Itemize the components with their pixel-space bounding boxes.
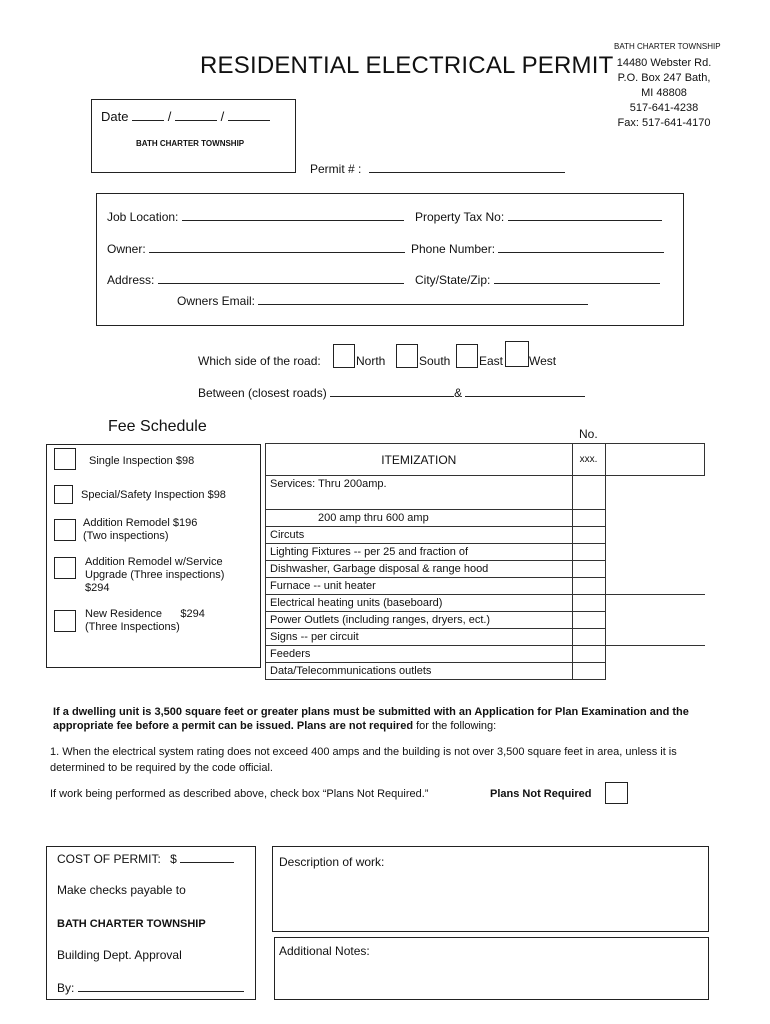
job-info-box [96, 193, 684, 326]
fee-schedule-heading: Fee Schedule [108, 418, 207, 435]
itemization-label: Electrical heating units (baseboard) [266, 595, 573, 612]
addition-remodel-checkbox[interactable] [54, 519, 76, 541]
plans-not-required-label: Plans Not Required [490, 788, 592, 800]
fee-item-line: Upgrade (Three inspections) [85, 569, 225, 581]
count-cell[interactable] [572, 646, 605, 663]
itemization-label: Services: Thru 200amp. [266, 476, 573, 510]
itemization-label: 200 amp thru 600 amp [266, 510, 573, 527]
table-row [266, 612, 705, 629]
city-state-zip-label: City/State/Zip: [415, 273, 491, 287]
fee-item-line: (Two inspections) [83, 530, 169, 542]
fee-item-line: (Three Inspections) [85, 621, 180, 633]
date-separator: / [220, 109, 225, 124]
table-row [266, 561, 705, 578]
page-title: RESIDENTIAL ELECTRICAL PERMIT [200, 52, 614, 79]
permit-number-field[interactable] [310, 160, 565, 176]
blank-cell [605, 663, 705, 680]
blank-cell[interactable] [605, 444, 705, 476]
blank-cell [605, 578, 705, 595]
special-safety-checkbox[interactable] [54, 485, 73, 504]
count-cell[interactable] [572, 527, 605, 544]
new-residence-checkbox[interactable] [54, 610, 76, 632]
exemption-item-line1: 1. When the electrical system rating does not exceed 400 amps and the building is not over 3,500 square feet in area, unless it is [50, 746, 677, 758]
itemization-label: Data/Telecommunications outlets [266, 663, 573, 680]
itemization-label: Dishwasher, Garbage disposal & range hood [266, 561, 573, 578]
blank-cell [605, 527, 705, 544]
north-label: North [356, 354, 386, 368]
itemization-label: Lighting Fixtures -- per 25 and fraction of [266, 544, 573, 561]
count-cell[interactable] [572, 612, 605, 629]
table-row [266, 444, 705, 476]
itemization-label: Furnace -- unit heater [266, 578, 573, 595]
blank-cell [605, 646, 705, 663]
table-row [266, 663, 705, 680]
count-cell[interactable] [572, 510, 605, 527]
fee-item: Special/Safety Inspection $98 [81, 489, 226, 501]
count-cell[interactable] [572, 595, 605, 612]
blank-cell [605, 595, 705, 612]
phone-field[interactable] [411, 240, 664, 256]
address-line: P.O. Box 247 Bath, [617, 72, 711, 84]
fee-item-line: $294 [85, 582, 110, 594]
date-label: Date [101, 109, 129, 124]
count-cell[interactable] [572, 629, 605, 646]
east-label: East [479, 354, 504, 368]
plans-notice-bold: appropriate fee before a permit can be issued. Plans are not required [53, 720, 414, 732]
cost-of-permit-box [46, 846, 256, 1000]
date-box [91, 99, 296, 173]
fee-item [85, 556, 224, 595]
address-line: MI 48808 [641, 87, 687, 99]
table-row [266, 629, 705, 646]
building-approval-label: Building Dept. Approval [57, 948, 182, 962]
table-row [266, 510, 705, 527]
blank-cell [605, 476, 705, 510]
address-line: 14480 Webster Rd. [616, 57, 712, 69]
blank-cell [605, 612, 705, 629]
table-row [266, 527, 705, 544]
number-column-label: No. [579, 427, 598, 441]
owner-email-field[interactable] [177, 292, 588, 308]
address-field[interactable] [107, 271, 404, 287]
permit-number-label: Permit # : [310, 162, 362, 176]
count-cell[interactable] [572, 561, 605, 578]
table-row [266, 646, 705, 663]
city-state-zip-field[interactable] [415, 271, 660, 287]
description-of-work-box[interactable] [272, 846, 709, 932]
table-row [266, 595, 705, 612]
count-cell[interactable] [572, 544, 605, 561]
blank-cell [605, 510, 705, 527]
south-label: South [419, 354, 451, 368]
west-label: West [529, 354, 557, 368]
table-row [266, 578, 705, 595]
job-location-field[interactable] [107, 208, 404, 224]
itemization-label: Feeders [266, 646, 573, 663]
approved-by-label: By: [57, 981, 75, 995]
itemization-label: Circuts [266, 527, 573, 544]
north-checkbox[interactable] [333, 344, 355, 368]
property-tax-field[interactable] [415, 208, 662, 224]
approved-by-field[interactable] [57, 979, 244, 995]
plans-notice-tail: for the following: [413, 720, 497, 732]
count-cell[interactable] [572, 578, 605, 595]
xxx-cell: xxx. [572, 444, 605, 476]
plans-notice-line1: If a dwelling unit is 3,500 square feet or greater plans must be submitted with an Application for Plan Examination and the [53, 706, 689, 718]
between-roads-field[interactable] [198, 384, 585, 400]
date-box-township: BATH CHARTER TOWNSHIP [136, 139, 245, 148]
single-inspection-checkbox[interactable] [54, 448, 76, 470]
owner-label: Owner: [107, 242, 146, 256]
job-location-label: Job Location: [107, 210, 179, 224]
count-cell[interactable] [572, 663, 605, 680]
blank-cell [605, 544, 705, 561]
ampersand: & [454, 386, 463, 400]
plans-notice-line2 [53, 720, 496, 732]
address-line: 517-641-4238 [629, 102, 699, 114]
table-row [266, 476, 705, 510]
township-name-small: BATH CHARTER TOWNSHIP [614, 42, 721, 51]
check-instruction: If work being performed as described above, check box “Plans Not Required.” [50, 788, 429, 800]
count-cell[interactable] [572, 476, 605, 510]
fee-item [85, 608, 205, 634]
township-address [604, 56, 724, 131]
additional-notes-label: Additional Notes: [279, 944, 370, 958]
owner-email-label: Owners Email: [177, 294, 256, 308]
fee-item: Single Inspection $98 [89, 455, 195, 467]
blank-cell [605, 629, 705, 646]
cost-of-permit-label: COST OF PERMIT: [57, 852, 161, 866]
description-of-work-label: Description of work: [279, 855, 385, 869]
phone-label: Phone Number: [411, 242, 496, 256]
additional-notes-box[interactable] [274, 937, 709, 1000]
owner-field[interactable] [107, 240, 405, 256]
west-checkbox[interactable] [505, 341, 529, 367]
address-line: Fax: 517-641-4170 [617, 117, 711, 129]
fee-item-line: Addition Remodel w/Service [85, 556, 223, 568]
south-checkbox[interactable] [396, 344, 418, 368]
addition-remodel-service-checkbox[interactable] [54, 557, 76, 579]
fee-item-line: New Residence $294 [85, 608, 205, 620]
itemization-label: Power Outlets (including ranges, dryers, ect.) [266, 612, 573, 629]
checks-payable-label: Make checks payable to [57, 883, 186, 897]
payee-township: BATH CHARTER TOWNSHIP [57, 918, 206, 930]
dollar-sign: $ [170, 852, 177, 866]
road-side-label: Which side of the road: [198, 354, 321, 368]
itemization-header: ITEMIZATION [266, 444, 573, 476]
plans-not-required-checkbox[interactable] [605, 782, 628, 804]
itemization-table [265, 443, 705, 680]
table-row [266, 544, 705, 561]
east-checkbox[interactable] [456, 344, 478, 368]
fee-item-line: Addition Remodel $196 [83, 517, 198, 529]
fee-item [83, 517, 197, 543]
date-separator: / [167, 109, 172, 124]
date-field[interactable] [101, 108, 270, 124]
between-roads-label: Between (closest roads) [198, 386, 327, 400]
property-tax-label: Property Tax No: [415, 210, 505, 224]
address-label: Address: [107, 273, 155, 287]
itemization-label: Signs -- per circuit [266, 629, 573, 646]
exemption-item-line2: determined to be required by the code official. [50, 762, 273, 774]
cost-of-permit-field[interactable] [57, 850, 234, 866]
blank-cell [605, 561, 705, 578]
